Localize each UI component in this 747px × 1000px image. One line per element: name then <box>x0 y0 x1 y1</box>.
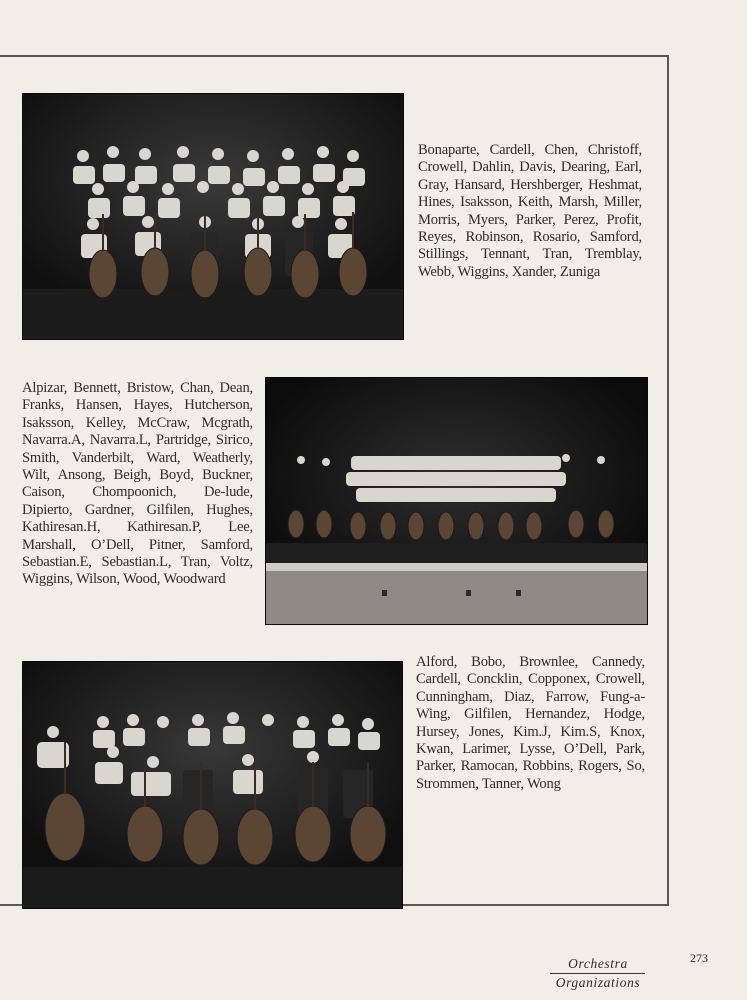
names-list-group-3: Alford, Bobo, Brownlee, Cannedy, Cardell, Concklin, Copponex, Crowell, Cunningham, Diaz, Farrow, Fung-a-Wing, Gilfilen, Hernandez, Hodge, Hursey, Jones, Kim.J, Kim.S, Knox, Kwan, Larimer, Lysse, O’Dell, Park, Parker, Ramocan, Robbins, Rogers, So, Strommen, Tanner, Wong <box>416 654 645 792</box>
photo-orchestra-group-2 <box>265 377 648 625</box>
photo-orchestra-group-1 <box>22 93 404 340</box>
group-photo-2-illustration <box>266 378 647 624</box>
section-subtitle: Organizations <box>555 975 641 990</box>
footer-divider <box>550 973 645 974</box>
section-title: Orchestra <box>568 956 628 971</box>
group-photo-3-illustration <box>23 662 402 908</box>
group-photo-1-illustration <box>23 94 403 339</box>
photo-orchestra-group-3 <box>22 661 403 909</box>
names-list-group-2: Alpizar, Bennett, Bristow, Chan, Dean, Franks, Hansen, Hayes, Hutcherson, Isaksson, Kelley, McCraw, Mcgrath, Navarra.A, Navarra.L, Partridge, Sirico, Smith, Vanderbilt, Ward, Weatherly, Wilt, Ansong, Beigh, Boyd, Buckner, Caison, Chompoonich, De-lude, Dipierto, Gardner, Gilfilen, Hughes, Kathiresan.H, Kathiresan.P, Lee, Marshall, O’Dell, Pitner, Samford, Sebastian.E, Sebastian.L, Tran, Voltz, Wiggins, Wilson, Wood, Woodward <box>22 380 253 588</box>
names-list-group-1: Bonaparte, Cardell, Chen, Christoff, Crowell, Dahlin, Davis, Dearing, Earl, Gray, Hansard, Hershberger, Heshmat, Hines, Isaksson, Keith, Marsh, Miller, Morris, Myers, Parker, Perez, Profit, Reyes, Robinson, Rosario, Samford, Stillings, Tennant, Tran, Tremblay, Webb, Wiggins, Xander, Zuniga <box>418 142 642 280</box>
page-number: 273 <box>690 951 708 965</box>
